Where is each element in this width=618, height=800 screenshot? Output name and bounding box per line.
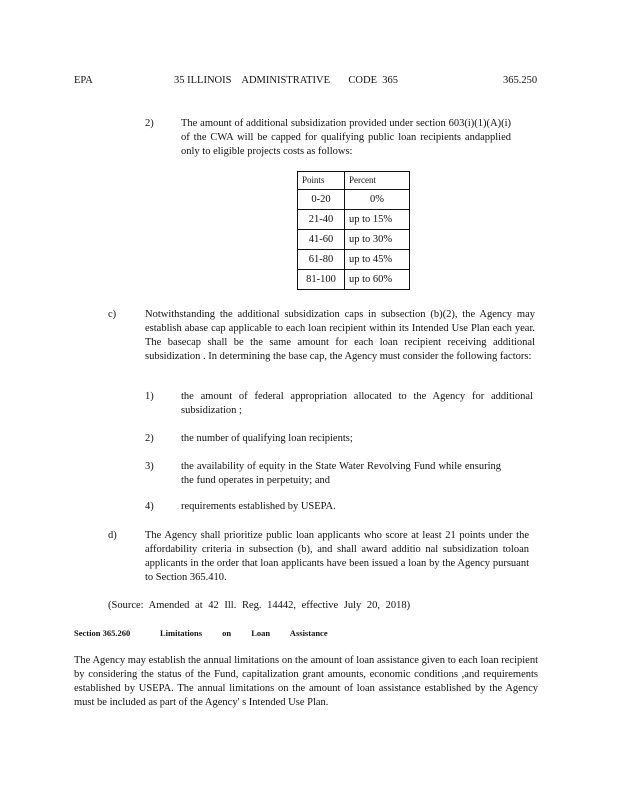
factor-2-number: 2) xyxy=(145,433,154,444)
table-cell-points: 21-40 xyxy=(298,210,345,230)
section-body-text: The Agency may establish the annual limitations on the amount of loan assistance given to each loan recipient by considering the status of the Fund, capitalization grant amounts, economic conditions ,and requirements established by USEPA. The annual limitations on the amount of loan assistance established by the Agency must be included as part of the Agency' s Intended Use Plan. xyxy=(74,655,538,708)
header-code-title: 35 ILLINOIS ADMINISTRATIVE CODE 365 xyxy=(174,75,398,86)
item-2-text: The amount of additional subsidization provided under section 603(i)(1)(A)(i) of the CWA will be capped for qualifying public loan recipients andapplied only to eligible projects costs as follows: xyxy=(181,118,511,157)
section-number: Section 365.260 xyxy=(74,628,131,638)
factor-2-text: the number of qualifying loan recipients; xyxy=(181,433,353,444)
table-cell-points: 61-80 xyxy=(298,250,345,270)
table-row xyxy=(298,270,410,290)
source-note: (Source: Amended at 42 Ill. Reg. 14442, effective July 20, 2018) xyxy=(108,600,411,611)
factor-4-number: 4) xyxy=(145,501,154,512)
table-cell-points: 0-20 xyxy=(298,190,345,210)
table-cell-percent: up to 30% xyxy=(345,230,410,250)
factor-3-text: the availability of equity in the State Water Revolving Fund while ensuring the fund operates in perpetuity; and xyxy=(181,461,501,486)
header-agency: EPA xyxy=(74,75,93,86)
section-title: Limitations on Loan Assistance xyxy=(160,628,328,638)
table-cell-percent: 0% xyxy=(345,190,410,210)
table-row xyxy=(298,230,410,250)
table-row xyxy=(298,190,410,210)
item-c-text: Notwithstanding the additional subsidization caps in subsection (b)(2), the Agency may establish abase cap applicable to each loan recipient within its Intended Use Plan each year. The basecap shall be the same amount for each loan recipient receiving additional subsidization . In determining the base cap, the Agency must consider the following factors: xyxy=(145,309,535,362)
table-cell-percent: up to 45% xyxy=(345,250,410,270)
table-header-percent: Percent xyxy=(345,172,410,190)
factor-4-text: requirements established by USEPA. xyxy=(181,501,336,512)
table-header-points: Points xyxy=(298,172,345,190)
points-percent-table xyxy=(297,171,410,290)
table-cell-points: 81-100 xyxy=(298,270,345,290)
table-header-row xyxy=(298,172,410,190)
factor-3-number: 3) xyxy=(145,461,154,472)
table-row xyxy=(298,210,410,230)
table-cell-percent: up to 60% xyxy=(345,270,410,290)
item-d-number: d) xyxy=(108,530,117,541)
table-row xyxy=(298,250,410,270)
item-2-number: 2) xyxy=(145,118,154,129)
factor-1-text: the amount of federal appropriation allocated to the Agency for additional subsidization ; xyxy=(181,391,533,416)
header-section-number: 365.250 xyxy=(503,75,538,86)
factor-1-number: 1) xyxy=(145,391,154,402)
table-cell-percent: up to 15% xyxy=(345,210,410,230)
item-c-number: c) xyxy=(108,309,117,320)
item-d-text: The Agency shall prioritize public loan applicants who score at least 21 points under the affordability criteria in subsection (b), and shall award additio nal subsidization toloan applicants in the order that loan applicants have been issued a loan by the Agency pursuant to Section 365.410. xyxy=(145,530,529,583)
table-cell-points: 41-60 xyxy=(298,230,345,250)
